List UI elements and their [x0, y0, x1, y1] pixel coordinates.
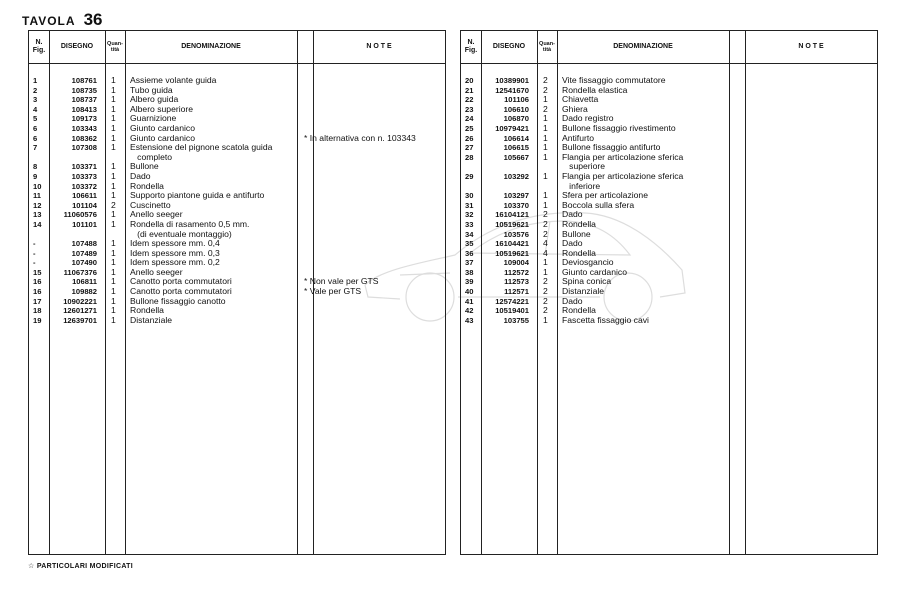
description: (di eventuale montaggio) — [130, 228, 232, 239]
table-row — [29, 249, 445, 259]
table-row — [461, 210, 877, 220]
fig-number: 41 — [465, 296, 474, 306]
part-code: 108737 — [71, 95, 97, 105]
description: Rondella — [562, 247, 596, 258]
fig-number: - — [33, 248, 36, 258]
description: Estensione del pignone scatola guida — [130, 142, 273, 153]
header-code: DISEGNO — [60, 43, 94, 50]
quantity: 2 — [543, 84, 548, 95]
part-code: 103372 — [71, 181, 97, 191]
fig-number: 22 — [465, 95, 474, 105]
quantity: 1 — [111, 122, 116, 133]
table-row — [29, 172, 445, 182]
part-code: 107490 — [71, 258, 97, 268]
fig-number: 18 — [33, 306, 42, 316]
table-row — [29, 86, 445, 96]
description: Rondella elastica — [562, 84, 628, 95]
header-code: DISEGNO — [492, 43, 526, 50]
description: superiore — [562, 161, 605, 172]
part-code: 101106 — [504, 95, 529, 105]
quantity: 1 — [111, 276, 116, 287]
table-row — [461, 287, 877, 297]
rows-left — [29, 76, 445, 325]
table-row — [29, 105, 445, 115]
table-row — [461, 277, 877, 287]
header-qty: Quan- tità — [107, 41, 123, 53]
quantity: 1 — [543, 113, 548, 124]
header-fig: N. Fig. — [32, 39, 46, 54]
fig-number: 34 — [465, 229, 474, 239]
part-code: 106615 — [503, 143, 529, 153]
table-row — [461, 95, 877, 105]
quantity: 2 — [543, 286, 548, 297]
part-code: 101104 — [72, 200, 97, 210]
quantity: 1 — [111, 103, 116, 114]
description: Dado — [562, 209, 583, 220]
description: Idem spessore mm. 0,3 — [130, 247, 220, 258]
description: Fascetta fissaggio cavi — [562, 314, 649, 325]
quantity: 2 — [543, 209, 548, 220]
description: Idem spessore mm. 0,2 — [130, 257, 220, 268]
part-code: 103371 — [71, 162, 97, 172]
table-row — [461, 172, 877, 182]
table-row — [29, 201, 445, 211]
fig-number: 16 — [33, 287, 42, 297]
fig-number: 3 — [33, 95, 38, 105]
description: Assieme volante guida — [130, 75, 217, 85]
table-row — [461, 249, 877, 259]
table-row — [461, 297, 877, 307]
description: Bullone fissaggio rivestimento — [562, 122, 676, 133]
quantity: 1 — [111, 113, 116, 124]
part-code: 107489 — [71, 248, 97, 258]
description: Chiavetta — [562, 94, 599, 105]
part-code: 112573 — [504, 277, 529, 287]
table-row — [461, 134, 877, 144]
part-code: 106610 — [503, 104, 529, 114]
description: Vite fissaggio commutatore — [562, 75, 666, 85]
fig-number: 4 — [33, 104, 38, 114]
description: Sfera per articolazione — [562, 190, 648, 201]
description: Flangia per articolazione sferica — [562, 170, 684, 181]
quantity: 1 — [543, 190, 548, 201]
parts-table-left — [28, 30, 446, 555]
description: Dado — [562, 295, 583, 306]
part-code: 10979421 — [495, 123, 529, 133]
part-code: 103297 — [503, 191, 529, 201]
note: * Non vale per GTS — [304, 276, 379, 287]
part-code: 109004 — [503, 258, 529, 268]
description: Dado — [562, 238, 583, 249]
quantity: 1 — [111, 286, 116, 297]
quantity: 2 — [543, 228, 548, 239]
note: * Vale per GTS — [304, 286, 362, 297]
quantity: 1 — [111, 84, 116, 95]
description: Rondella — [130, 305, 164, 316]
table-row — [29, 258, 445, 268]
part-code: 106611 — [72, 191, 97, 201]
fig-number: 31 — [465, 200, 474, 210]
table-row — [29, 277, 445, 287]
part-code: 108362 — [71, 133, 97, 143]
fig-number: - — [33, 239, 36, 249]
header-desc: DENOMINAZIONE — [613, 43, 673, 50]
fig-number: 29 — [465, 171, 474, 181]
part-code: 103292 — [503, 171, 529, 181]
fig-number: 24 — [465, 114, 474, 124]
part-code: 106870 — [503, 114, 529, 124]
part-code: 12574221 — [495, 296, 529, 306]
fig-number: 38 — [465, 267, 474, 277]
part-code: 12601271 — [63, 306, 97, 316]
fig-number: 13 — [33, 210, 42, 220]
table-row — [29, 76, 445, 86]
quantity: 1 — [543, 132, 548, 143]
quantity: 1 — [111, 257, 116, 268]
quantity: 1 — [111, 209, 116, 220]
table-row — [29, 287, 445, 297]
part-code: 10519621 — [495, 219, 529, 229]
quantity: 1 — [111, 266, 116, 277]
table-row — [461, 105, 877, 115]
description: Albero superiore — [130, 103, 194, 114]
table-row — [461, 230, 877, 240]
part-code: 10519621 — [495, 248, 529, 258]
description: Distanziale — [130, 314, 173, 325]
table-row — [461, 153, 877, 163]
description: Distanziale — [562, 286, 605, 297]
description: Boccola sulla sfera — [562, 199, 635, 210]
table-row — [29, 95, 445, 105]
description: Supporto piantone guida e antifurto — [130, 190, 265, 201]
part-code: 107488 — [71, 239, 97, 249]
quantity: 1 — [111, 132, 116, 143]
fig-number: 33 — [465, 219, 474, 229]
quantity: 1 — [111, 295, 116, 306]
fig-number: 37 — [465, 258, 474, 268]
part-code: 10902221 — [63, 296, 97, 306]
fig-number: 23 — [465, 104, 474, 114]
part-code: 112571 — [504, 287, 529, 297]
description: Rondella — [562, 305, 596, 316]
fig-number: 35 — [465, 239, 474, 249]
fig-number: 28 — [465, 152, 474, 162]
footnote: ☆ PARTICOLARI MODIFICATI — [28, 563, 133, 570]
table-row — [461, 220, 877, 230]
part-code: 11060576 — [63, 210, 97, 220]
description: Rondella — [562, 218, 596, 229]
part-code: 103755 — [503, 315, 529, 325]
quantity: 1 — [111, 305, 116, 316]
fig-number: - — [33, 258, 36, 268]
quantity: 1 — [111, 94, 116, 105]
tavola-number: 36 — [83, 10, 103, 29]
description: Idem spessore mm. 0,4 — [130, 238, 220, 249]
quantity: 4 — [543, 238, 548, 249]
fig-number: 19 — [33, 315, 42, 325]
quantity: 1 — [111, 314, 116, 325]
description: Antifurto — [562, 132, 595, 143]
quantity: 1 — [543, 257, 548, 268]
quantity: 1 — [111, 161, 116, 172]
quantity: 1 — [111, 218, 116, 229]
fig-number: 32 — [465, 210, 474, 220]
description: Flangia per articolazione sferica — [562, 151, 684, 162]
description: Canotto porta commutatori — [130, 276, 232, 287]
part-code: 108413 — [71, 104, 97, 114]
part-code: 106614 — [503, 133, 529, 143]
table-row — [461, 124, 877, 134]
description: Giunto cardanico — [562, 266, 627, 277]
part-code: 109882 — [71, 287, 97, 297]
fig-number: 14 — [33, 219, 42, 229]
quantity: 2 — [543, 218, 548, 229]
fig-number: 36 — [465, 248, 474, 258]
part-code: 108761 — [71, 76, 97, 85]
description: Canotto porta commutatori — [130, 286, 232, 297]
description: Albero guida — [130, 94, 179, 105]
table-row — [29, 162, 445, 172]
part-code: 107308 — [71, 143, 97, 153]
part-code: 16104421 — [495, 239, 529, 249]
description: Rondella di rasamento 0,5 mm. — [130, 218, 250, 229]
quantity: 1 — [543, 142, 548, 153]
table-row — [29, 230, 445, 240]
description: Rondella — [130, 180, 164, 191]
fig-number: 25 — [465, 123, 474, 133]
description: Bullone — [130, 161, 159, 172]
description: Tubo guida — [130, 84, 173, 95]
part-code: 103373 — [71, 171, 97, 181]
table-row — [461, 306, 877, 316]
table-row — [461, 182, 877, 192]
quantity: 1 — [543, 94, 548, 105]
fig-number: 15 — [33, 267, 42, 277]
table-row — [29, 191, 445, 201]
fig-number: 8 — [33, 162, 38, 172]
fig-number: 21 — [465, 85, 474, 95]
quantity: 1 — [111, 142, 116, 153]
table-row — [461, 86, 877, 96]
header-desc: DENOMINAZIONE — [181, 43, 241, 50]
table-row — [29, 268, 445, 278]
part-code: 101101 — [72, 219, 97, 229]
part-code: 108735 — [71, 85, 97, 95]
part-code: 106811 — [72, 277, 97, 287]
tavola-label: TAVOLA — [22, 14, 76, 28]
description: Dado — [130, 170, 151, 181]
part-code: 109173 — [71, 114, 97, 124]
note: * In alternativa con n. 103343 — [304, 132, 416, 143]
fig-number: 26 — [465, 133, 474, 143]
part-code: 103343 — [71, 123, 97, 133]
parts-table-right — [460, 30, 878, 555]
description: Giunto cardanico — [130, 132, 195, 143]
fig-number: 7 — [33, 143, 38, 153]
description: Bullone fissaggio antifurto — [562, 142, 661, 153]
description: Spina conica — [562, 276, 612, 287]
quantity: 1 — [111, 75, 116, 85]
part-code: 12639701 — [63, 315, 97, 325]
quantity: 1 — [543, 151, 548, 162]
quantity: 2 — [543, 295, 548, 306]
fig-number: 39 — [465, 277, 474, 287]
table-row — [461, 316, 877, 326]
table-row — [461, 258, 877, 268]
part-code: 105667 — [503, 152, 529, 162]
fig-number: 5 — [33, 114, 38, 124]
table-row — [29, 143, 445, 153]
fig-number: 43 — [465, 315, 474, 325]
description: Anello seeger — [130, 209, 183, 220]
fig-number: 16 — [33, 277, 42, 287]
description: Dado registro — [562, 113, 614, 124]
table-row — [29, 153, 445, 163]
part-code: 10519401 — [495, 306, 529, 316]
part-code: 11067376 — [63, 267, 97, 277]
description: Cuscinetto — [130, 199, 171, 210]
quantity: 1 — [543, 314, 548, 325]
fig-number: 20 — [465, 76, 474, 85]
quantity: 1 — [111, 238, 116, 249]
description: completo — [130, 151, 173, 162]
fig-number: 27 — [465, 143, 474, 153]
table-row — [29, 239, 445, 249]
part-code: 112572 — [504, 267, 529, 277]
table-row — [29, 297, 445, 307]
description: Guarnizione — [130, 113, 177, 124]
table-row — [461, 76, 877, 86]
description: Bullone — [562, 228, 591, 239]
quantity: 2 — [543, 305, 548, 316]
rows-right — [461, 76, 877, 325]
quantity: 1 — [543, 199, 548, 210]
fig-number: 6 — [33, 133, 38, 143]
description: Bullone fissaggio canotto — [130, 295, 226, 306]
quantity: 1 — [543, 266, 548, 277]
quantity: 1 — [543, 170, 548, 181]
quantity: 1 — [111, 247, 116, 258]
description: Anello seeger — [130, 266, 183, 277]
quantity: 1 — [111, 180, 116, 191]
page-title — [22, 10, 102, 30]
quantity: 4 — [543, 247, 548, 258]
header-notes: N O T E — [798, 43, 824, 50]
table-row — [29, 114, 445, 124]
quantity: 2 — [543, 276, 548, 287]
description: inferiore — [562, 180, 601, 191]
fig-number: 11 — [33, 191, 42, 201]
fig-number: 42 — [465, 306, 474, 316]
part-code: 16104121 — [495, 210, 529, 220]
fig-number: 2 — [33, 85, 38, 95]
quantity: 2 — [111, 199, 116, 210]
fig-number: 40 — [465, 287, 474, 297]
description: Giunto cardanico — [130, 122, 195, 133]
quantity: 2 — [543, 75, 548, 85]
description: Deviosgancio — [562, 257, 614, 268]
quantity: 1 — [111, 190, 116, 201]
fig-number: 9 — [33, 171, 38, 181]
table-row — [461, 268, 877, 278]
fig-number: 10 — [33, 181, 42, 191]
header-qty: Quan- tità — [539, 41, 555, 53]
table-row — [29, 220, 445, 230]
quantity: 1 — [543, 122, 548, 133]
quantity: 1 — [111, 170, 116, 181]
header-fig: N. Fig. — [464, 39, 478, 54]
table-row — [29, 306, 445, 316]
table-row — [461, 201, 877, 211]
fig-number: 6 — [33, 123, 38, 133]
table-row — [29, 316, 445, 326]
quantity: 2 — [543, 103, 548, 114]
part-code: 103576 — [503, 229, 529, 239]
description: Ghiera — [562, 103, 588, 114]
fig-number: 1 — [33, 76, 38, 85]
table-row — [461, 239, 877, 249]
fig-number: 17 — [33, 296, 42, 306]
header-notes: N O T E — [366, 43, 392, 50]
part-code: 10389901 — [495, 76, 529, 85]
part-code: 12541670 — [495, 85, 529, 95]
fig-number: 30 — [465, 191, 474, 201]
fig-number: 12 — [33, 200, 42, 210]
table-row — [461, 191, 877, 201]
part-code: 103370 — [503, 200, 529, 210]
